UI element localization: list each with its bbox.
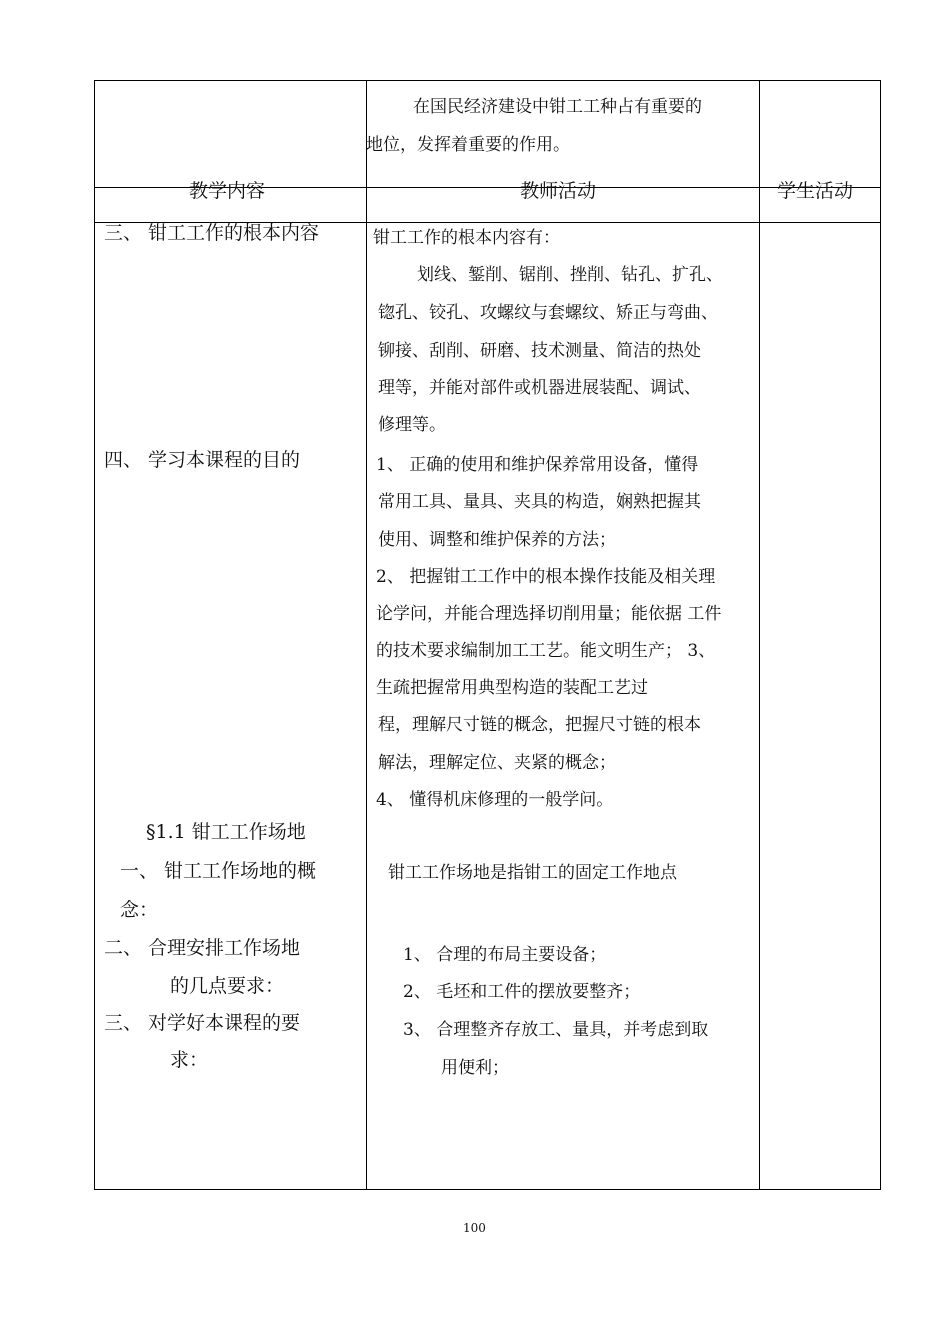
- left-item-3a: 三、 对学好本课程的要: [104, 1012, 301, 1034]
- content-line-0: 钳工工作的根本内容有：: [373, 228, 560, 248]
- site-definition: 钳工工作场地是指钳工的固定工作地点: [388, 863, 677, 883]
- left-section-4: 四、 学习本课程的目的: [104, 449, 301, 471]
- left-item-3b: 求：: [170, 1049, 209, 1071]
- purpose-line-3: 2、 把握钳工工作中的根本操作技能及相关理: [376, 567, 716, 587]
- left-item-1a: 一、 钳工工作场地的概: [120, 860, 317, 882]
- purpose-line-5: 的技术要求编制加工工艺。能文明生产； 3、: [376, 641, 716, 661]
- table-border-left: [94, 80, 95, 1190]
- purpose-line-1: 常用工具、量具、夹具的构造，娴熟把握其: [378, 492, 701, 512]
- purpose-line-6: 生疏把握常用典型构造的装配工艺过: [376, 678, 648, 698]
- left-item-2b: 的几点要求：: [170, 975, 285, 997]
- purpose-line-0: 1、 正确的使用和维护保养常用设备，懂得: [376, 455, 699, 475]
- purpose-line-2: 使用、调整和维护保养的方法；: [378, 530, 616, 550]
- purpose-line-4: 论学问，并能合理选择切削用量；能依据 工件: [376, 604, 722, 624]
- content-line-4: 理等，并能对部件或机器进展装配、调试、: [378, 378, 701, 398]
- header-teacher-activity: 教师活动: [520, 180, 597, 202]
- content-line-5: 修理等。: [378, 415, 446, 435]
- purpose-line-9: 4、 懂得机床修理的一般学问。: [376, 790, 614, 810]
- purpose-line-8: 解法，理解定位、夹紧的概念；: [378, 753, 616, 773]
- purpose-line-7: 程，理解尺寸链的概念，把握尺寸链的根本: [378, 715, 701, 735]
- column-divider-2: [759, 80, 760, 1190]
- table-border-bottom: [94, 1189, 881, 1190]
- header-teaching-content: 教学内容: [189, 180, 266, 202]
- left-item-2a: 二、 合理安排工作场地: [104, 937, 301, 959]
- section-title: §1.1 钳工工作场地: [146, 821, 306, 843]
- table-border-top: [94, 80, 881, 81]
- table-border-right: [880, 80, 881, 1190]
- left-item-1b: 念：: [120, 899, 159, 921]
- requirement-line-0: 1、 合理的布局主要设备；: [403, 945, 607, 965]
- requirement-line-3: 用便利；: [441, 1058, 509, 1078]
- header-student-activity: 学生活动: [777, 180, 854, 202]
- requirement-line-2: 3、 合理整齐存放工、量具，并考虑到取: [403, 1020, 709, 1040]
- column-divider-1: [366, 80, 367, 1190]
- left-section-3: 三、 钳工工作的根本内容: [104, 222, 320, 244]
- intro-line-2: 地位，发挥着重要的作用。: [366, 135, 570, 155]
- content-line-2: 锪孔、铰孔、攻螺纹与套螺纹、矫正与弯曲、: [378, 303, 718, 323]
- page-number: 100: [463, 1221, 486, 1235]
- content-line-1: 划线、錾削、锯削、挫削、钻孔、扩孔、: [417, 265, 723, 285]
- intro-line-1: 在国民经济建设中钳工工种占有重要的: [413, 97, 702, 117]
- content-line-3: 铆接、刮削、研磨、技术测量、简洁的热处: [378, 341, 701, 361]
- requirement-line-1: 2、 毛坯和工件的摆放要整齐；: [403, 982, 641, 1002]
